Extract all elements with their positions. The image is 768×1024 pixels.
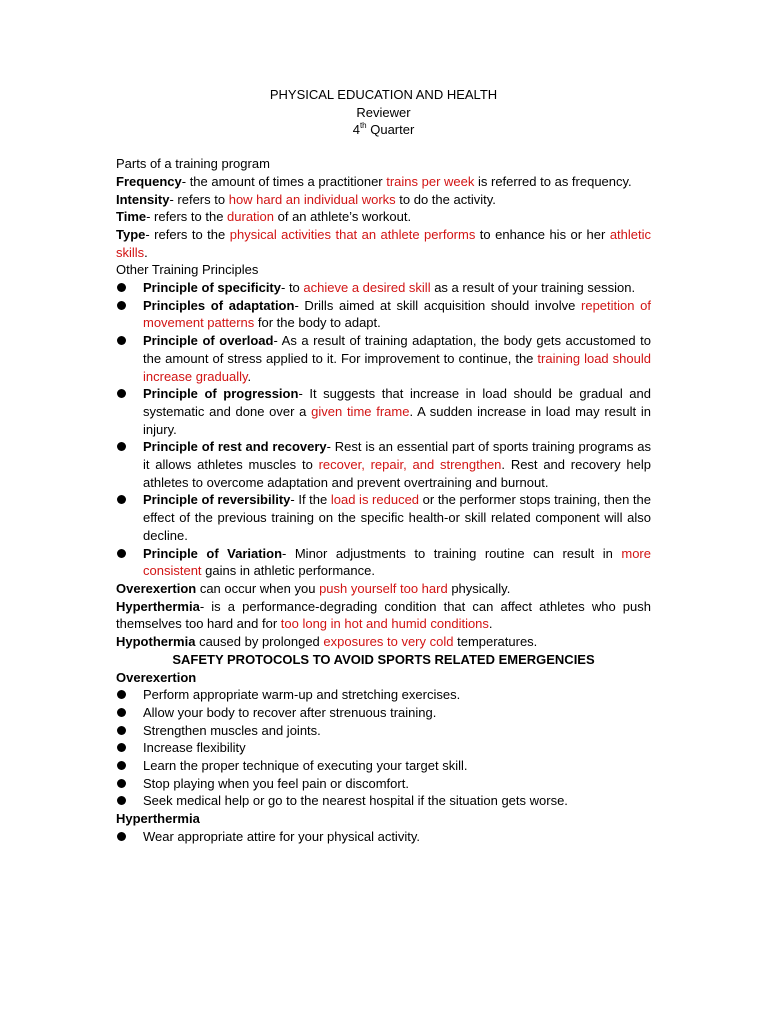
bullet-icon xyxy=(117,389,126,398)
text: . Rest and recovery help athletes to overcome adaptation and prevent overtraining and burnout. xyxy=(143,457,651,490)
list-item xyxy=(116,385,651,438)
text: - refers to the xyxy=(146,209,228,225)
bullet-icon xyxy=(117,796,126,805)
list-item xyxy=(116,739,651,757)
bullet-icon xyxy=(117,495,126,504)
quarter-superscript: th xyxy=(359,121,367,131)
bullet-icon xyxy=(117,832,126,841)
term: Time xyxy=(116,209,147,225)
text: can occur when you xyxy=(196,580,320,596)
text: . xyxy=(247,368,252,384)
text: caused by prolonged xyxy=(195,634,324,650)
text: of an athlete’s workout. xyxy=(274,209,412,225)
text: to enhance his or her xyxy=(475,226,610,242)
text: . xyxy=(488,616,493,632)
quarter-number: 4 xyxy=(352,122,360,138)
text: - refers to the xyxy=(145,226,230,242)
term: Principle of reversibility xyxy=(143,492,291,508)
overexertion-heading: Overexertion xyxy=(116,669,197,685)
list-item xyxy=(116,792,651,810)
text: - to xyxy=(281,280,304,296)
definition-hyperthermia xyxy=(116,598,651,633)
text: - Minor adjustments to training routine can result in xyxy=(282,545,622,561)
highlight: load is reduced xyxy=(330,492,420,508)
list-item-text: Increase flexibility xyxy=(143,740,246,756)
list-item xyxy=(116,775,651,793)
quarter-word: Quarter xyxy=(366,122,415,138)
term: Overexertion xyxy=(116,580,197,596)
list-item-text: Perform appropriate warm-up and stretching exercises. xyxy=(143,687,461,703)
document-header xyxy=(116,86,651,139)
bullet-icon xyxy=(117,442,126,451)
list-item xyxy=(116,722,651,740)
text: to do the activity. xyxy=(395,191,496,207)
list-item xyxy=(116,279,651,297)
list-item xyxy=(116,438,651,491)
text: - If the xyxy=(290,492,331,508)
term: Principles of adaptation xyxy=(143,297,295,313)
text: . xyxy=(144,244,148,260)
bullet-icon xyxy=(117,549,126,558)
term: Intensity xyxy=(116,191,170,207)
list-item-text: Wear appropriate attire for your physical activity. xyxy=(143,828,420,844)
definition-intensity xyxy=(116,191,651,209)
overexertion-list xyxy=(116,686,651,810)
bullet-icon xyxy=(117,301,126,310)
document-subtitle: Reviewer xyxy=(356,104,411,120)
text: temperatures. xyxy=(453,634,538,650)
list-item-text: Strengthen muscles and joints. xyxy=(143,722,321,738)
term: Hyperthermia xyxy=(116,598,200,614)
text: - the amount of times a practitioner xyxy=(181,173,387,189)
text: as a result of your training session. xyxy=(430,280,636,296)
text: gains in athletic performance. xyxy=(201,563,375,579)
parts-heading: Parts of a training program xyxy=(116,156,270,172)
term: Principle of overload xyxy=(143,333,274,349)
highlight: repetition of movement patterns xyxy=(143,297,651,331)
list-item xyxy=(116,757,651,775)
highlight: recover, repair, and strengthen xyxy=(318,457,502,473)
highlight: athletic skills xyxy=(116,226,652,260)
text: or the performer stops training, then the effect of the previous training on the specific health-or skill related component will also decline. xyxy=(143,492,651,543)
highlight: trains per week xyxy=(386,173,475,189)
text: - is a performance-degrading condition that can affect athletes who push themselves too hard and for xyxy=(116,598,651,632)
principles-list xyxy=(116,279,651,580)
list-item xyxy=(116,297,651,332)
list-item xyxy=(116,686,651,704)
list-item xyxy=(116,704,651,722)
text: for the body to adapt. xyxy=(254,315,381,331)
definition-frequency xyxy=(116,173,651,191)
list-item-text: Stop playing when you feel pain or discomfort. xyxy=(143,775,409,791)
term: Principle of Variation xyxy=(143,545,283,561)
text: - Drills aimed at skill acquisition should involve xyxy=(294,297,582,313)
term: Principle of specificity xyxy=(143,280,281,296)
highlight: duration xyxy=(227,209,275,225)
term: Frequency xyxy=(116,173,182,189)
document-page xyxy=(116,86,651,846)
list-item xyxy=(116,332,651,385)
highlight: too long in hot and humid conditions xyxy=(280,616,489,632)
list-item xyxy=(116,491,651,544)
text: - refers to xyxy=(169,191,229,207)
definition-overexertion xyxy=(116,580,651,598)
list-item-text: Seek medical help or go to the nearest hospital if the situation gets worse. xyxy=(143,793,568,809)
text: - Rest is an essential part of sports training programs as it allows athletes muscles to xyxy=(143,439,651,473)
term: Principle of progression xyxy=(143,386,299,402)
bullet-icon xyxy=(117,761,126,770)
highlight: more consistent xyxy=(143,545,651,579)
highlight: push yourself too hard xyxy=(319,580,448,596)
list-item xyxy=(116,545,651,580)
text: - It suggests that increase in load should be gradual and systematic and done over a xyxy=(143,386,652,419)
term: Type xyxy=(116,226,146,242)
list-item-text: Learn the proper technique of executing your target skill. xyxy=(143,758,468,774)
principles-heading: Other Training Principles xyxy=(116,262,259,278)
list-item-text: Allow your body to recover after strenuous training. xyxy=(143,704,437,720)
definition-type xyxy=(116,226,651,261)
text: . A sudden increase in load may result in injury. xyxy=(143,403,652,437)
bullet-icon xyxy=(117,336,126,345)
bullet-icon xyxy=(117,726,126,735)
text: - As a result of training adaptation, the body gets accustomed to the amount of stress applied to it. For improvement to continue, the xyxy=(143,333,651,366)
list-item xyxy=(116,828,651,846)
document-title: PHYSICAL EDUCATION AND HEALTH xyxy=(269,87,498,102)
highlight: achieve a desired skill xyxy=(303,280,431,296)
quarter-label xyxy=(116,121,651,139)
hyperthermia-list xyxy=(116,828,651,846)
highlight: exposures to very cold xyxy=(323,634,454,650)
highlight: how hard an individual works xyxy=(228,191,396,207)
text: is referred to as frequency. xyxy=(474,173,632,189)
bullet-icon xyxy=(117,779,126,788)
highlight: training load should increase gradually xyxy=(143,350,651,384)
bullet-icon xyxy=(117,743,126,752)
term: Principle of rest and recovery xyxy=(143,439,327,455)
bullet-icon xyxy=(117,283,126,292)
definition-time xyxy=(116,208,651,226)
definition-hypothermia xyxy=(116,633,651,651)
bullet-icon xyxy=(117,708,126,717)
term: Hypothermia xyxy=(116,634,196,650)
text: physically. xyxy=(447,580,511,596)
hyperthermia-heading: Hyperthermia xyxy=(116,811,200,827)
highlight: physical activities that an athlete performs xyxy=(229,226,476,242)
highlight: given time frame xyxy=(311,403,410,419)
bullet-icon xyxy=(117,690,126,699)
safety-title: SAFETY PROTOCOLS TO AVOID SPORTS RELATED EMERGENCIES xyxy=(172,651,595,667)
